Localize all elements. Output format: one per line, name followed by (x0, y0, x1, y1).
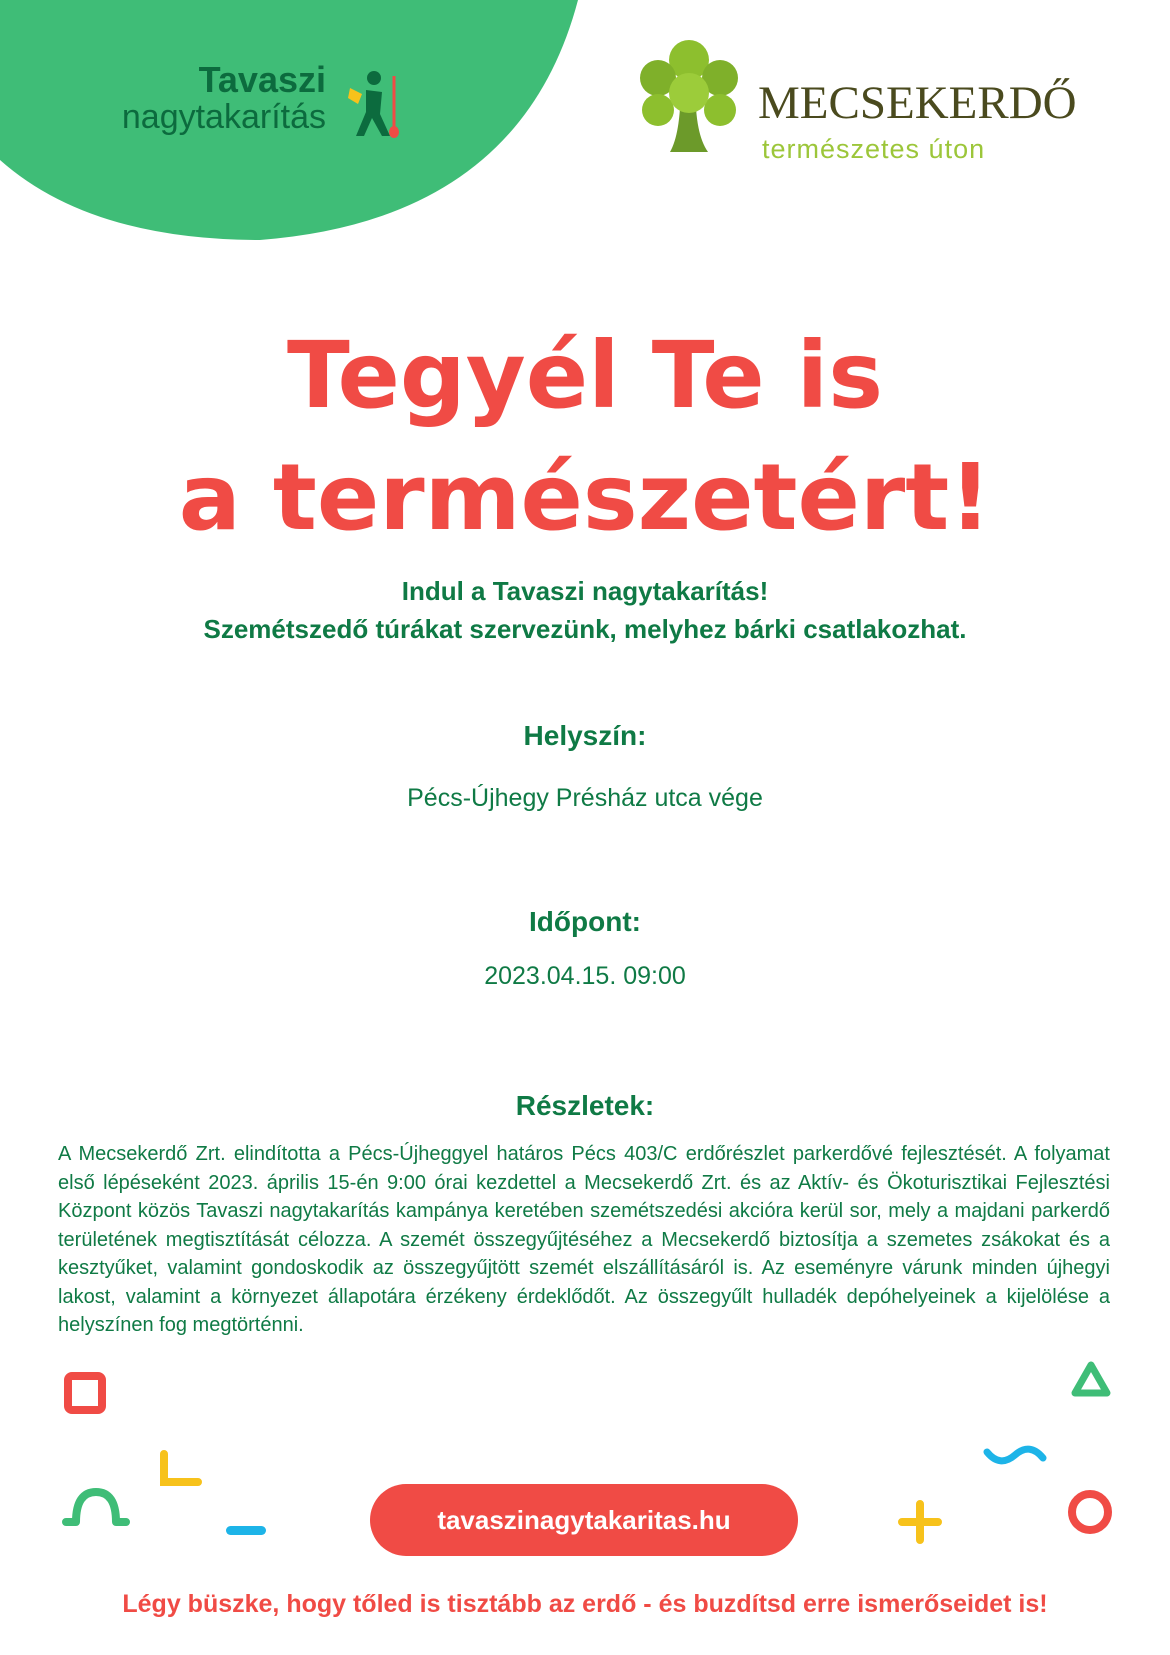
intro-line1: Indul a Tavaszi nagytakarítás! (401, 576, 769, 606)
intro (35, 572, 1135, 648)
tree-icon (634, 38, 744, 158)
arch-decoration (62, 1482, 130, 1532)
square-decoration (64, 1372, 106, 1414)
website-button[interactable] (370, 1484, 798, 1556)
time-label: Időpont: (529, 906, 641, 937)
details-text: A Mecsekerdő Zrt. elindította a Pécs-Újheggyel határos Pécs 403/C erdőrészlet parkerdővé fejlesztését. A folyamat első lépéseként 2023. április 15-én 9:00 órai kezdettel a Mecsekerdő Zrt. és az Aktív- és Ökoturisztikai Fejlesztési Központ közös Tavaszi nagytakarítás kampánya keretében szemétszedési akcióra kerül sor, mely a majdani parkerdő területének megtisztítását célozza. A szemét összegyűjtéséhez a Mecsekerdő biztosítja a szemetes zsákokat és a kesztyűket, valamint gondoskodik az összegyűjtött szemét elszállításáról is. Az eseményre várunk minden újhegyi lakost, valamint a környezet állapotára érzékeny érdeklődőt. Az összegyűlt hulladék depóhelyeinek a kijelölése a helyszínen fog megtörténni. (58, 1143, 1110, 1336)
slogan: Légy büszke, hogy tőled is tisztább az erdő - és buzdítsd erre ismerőseidet is! (122, 1590, 1048, 1618)
campaign-logo-line1: Tavaszi (198, 59, 326, 100)
dash-decoration (226, 1526, 266, 1535)
mecsekerdo-logo (634, 38, 1134, 168)
brand-name: MECSEKERDŐ (758, 77, 1077, 129)
campaign-logo-line2: nagytakarítás (121, 98, 326, 136)
website-link[interactable]: tavaszinagytakaritas.hu (437, 1504, 731, 1535)
brand-tagline: természetes úton (762, 134, 986, 164)
corner-decoration (158, 1450, 204, 1490)
location-value: Pécs-Újhegy Présház utca vége (407, 784, 763, 812)
wave-decoration (982, 1440, 1048, 1470)
triangle-decoration (1070, 1360, 1112, 1398)
headline-line2: a természetért! (178, 444, 992, 551)
time-value: 2023.04.15. 09:00 (484, 962, 686, 990)
campaign-logo (66, 59, 326, 136)
circle-decoration (1068, 1490, 1112, 1534)
details-label: Részletek: (515, 1090, 655, 1121)
location-label: Helyszín: (523, 720, 647, 751)
cleaning-person-icon (346, 70, 406, 140)
intro-line2: Szemétszedő túrákat szervezünk, melyhez bárki csatlakozhat. (203, 614, 967, 644)
headline (35, 315, 1135, 559)
plus-decoration (898, 1500, 942, 1544)
headline-line1: Tegyél Te is (287, 322, 883, 429)
